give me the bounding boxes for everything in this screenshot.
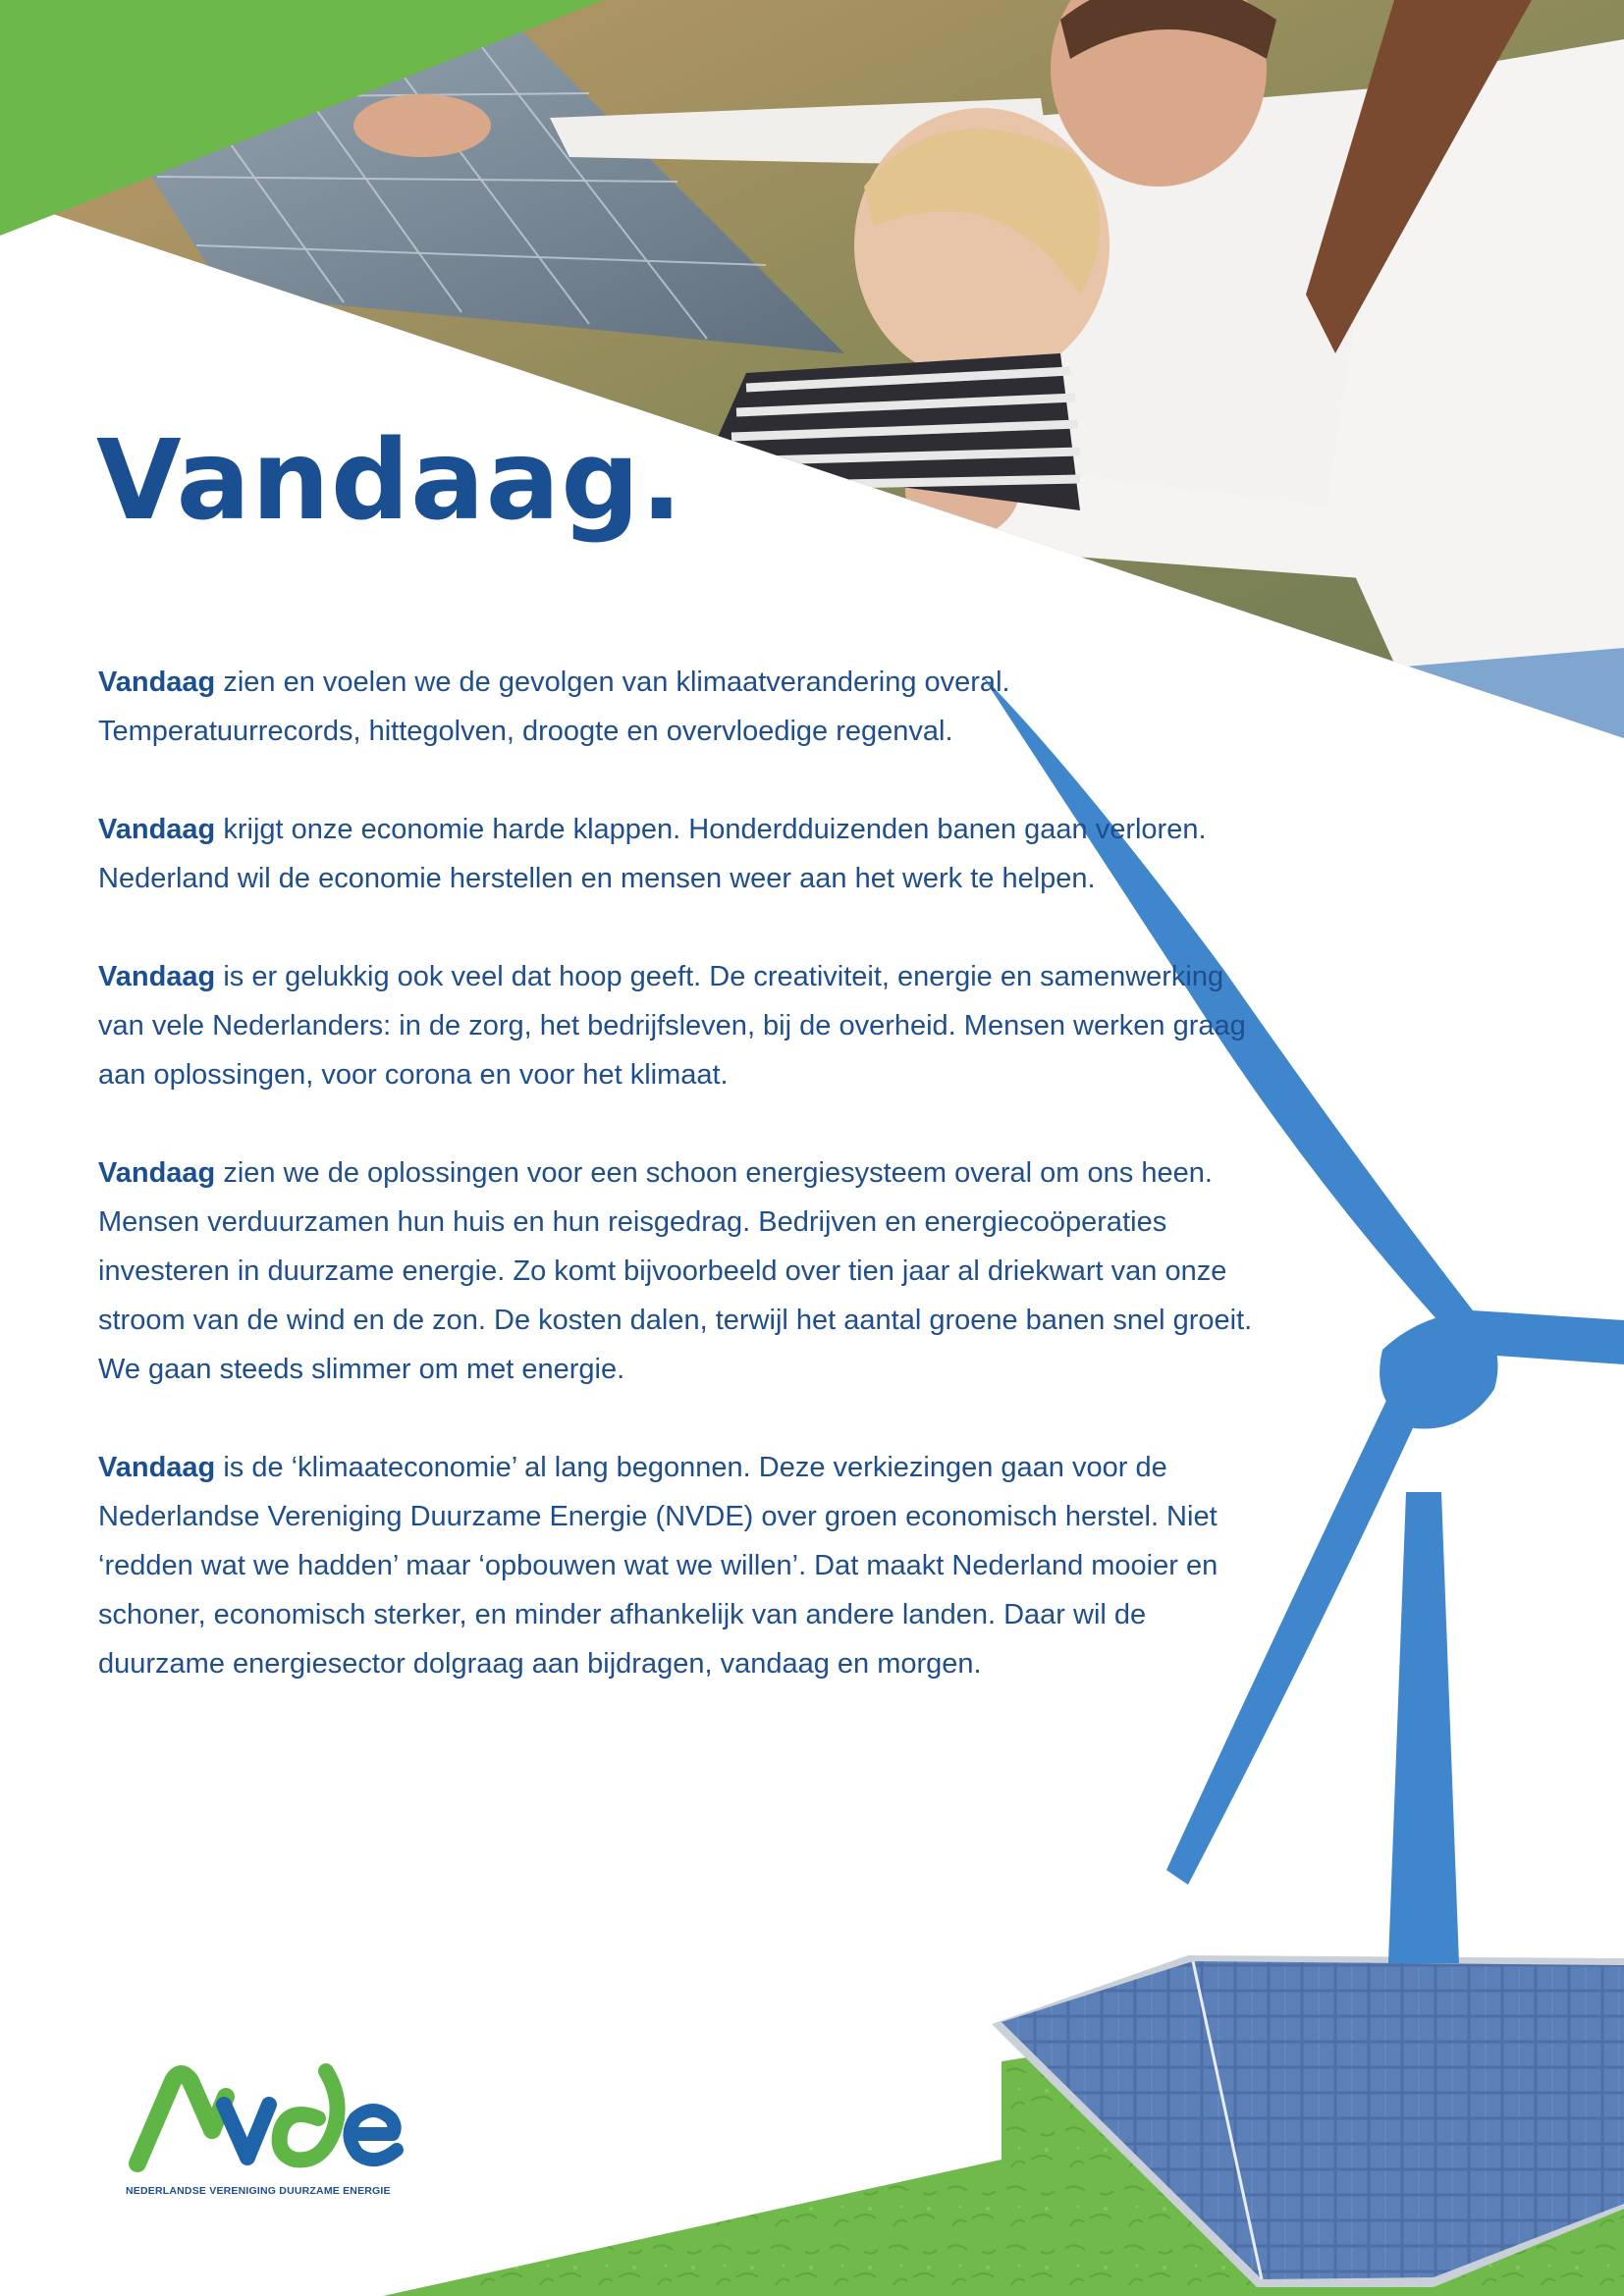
paragraph-text: zien en voelen we de gevolgen van klimaatverandering overal. Temperatuurrecords, hittegolven, droogte en overvloedige regenval. <box>98 667 1010 747</box>
paragraph-keyword: Vandaag <box>98 961 216 992</box>
logo-tagline: NEDERLANDSE VERENIGING DUURZAME ENERGIE <box>126 2185 391 2197</box>
paragraph-text: is de ‘klimaateconomie’ al lang begonnen. Deze verkiezingen gaan voor de Nederlandse Vereniging Duurzame Energie (NVDE) over groen economisch herstel. Niet ‘redden wat we hadden’ maar ‘opbouwen wat we willen’. Dat maakt Nederland mooier en schoner, economisch sterker, en minder afhankelijk van andere landen. Daar wil de duurzame energiesector dolgraag aan bijdragen, vandaag en morgen. <box>98 1452 1218 1680</box>
body-text <box>98 658 1257 1737</box>
paragraph-keyword: Vandaag <box>98 667 216 698</box>
paragraph-1 <box>98 658 1257 756</box>
paragraph-5 <box>98 1443 1257 1688</box>
paragraph-3 <box>98 952 1257 1099</box>
paragraph-2 <box>98 805 1257 903</box>
page-title: Vandaag. <box>96 417 683 545</box>
paragraph-keyword: Vandaag <box>98 1452 216 1483</box>
paragraph-text: is er gelukkig ook veel dat hoop geeft. De creativiteit, energie en samenwerking van vele Nederlanders: in de zorg, het bedrijfsleven, bij de overheid. Mensen werken graag aan oplossingen, voor corona en voor het klimaat. <box>98 961 1246 1091</box>
paragraph-keyword: Vandaag <box>98 1157 216 1189</box>
nvde-logo <box>126 2061 410 2197</box>
paragraph-text: zien we de oplossingen voor een schoon energiesysteem overal om ons heen. Mensen verduurzamen hun huis en hun reisgedrag. Bedrijven en energiecoöperaties investeren in duurzame energie. Zo komt bijvoorbeeld over tien jaar al driekwart van onze stroom van de wind en de zon. De kosten dalen, terwijl het aantal groene banen snel groeit. We gaan steeds slimmer om met energie. <box>98 1157 1253 1385</box>
paragraph-4 <box>98 1148 1257 1394</box>
nvde-logo-mark <box>126 2061 410 2181</box>
paragraph-text: krijgt onze economie harde klappen. Honderdduizenden banen gaan verloren. Nederland wil de economie herstellen en mensen weer aan het werk te helpen. <box>98 814 1207 894</box>
paragraph-keyword: Vandaag <box>98 814 216 845</box>
